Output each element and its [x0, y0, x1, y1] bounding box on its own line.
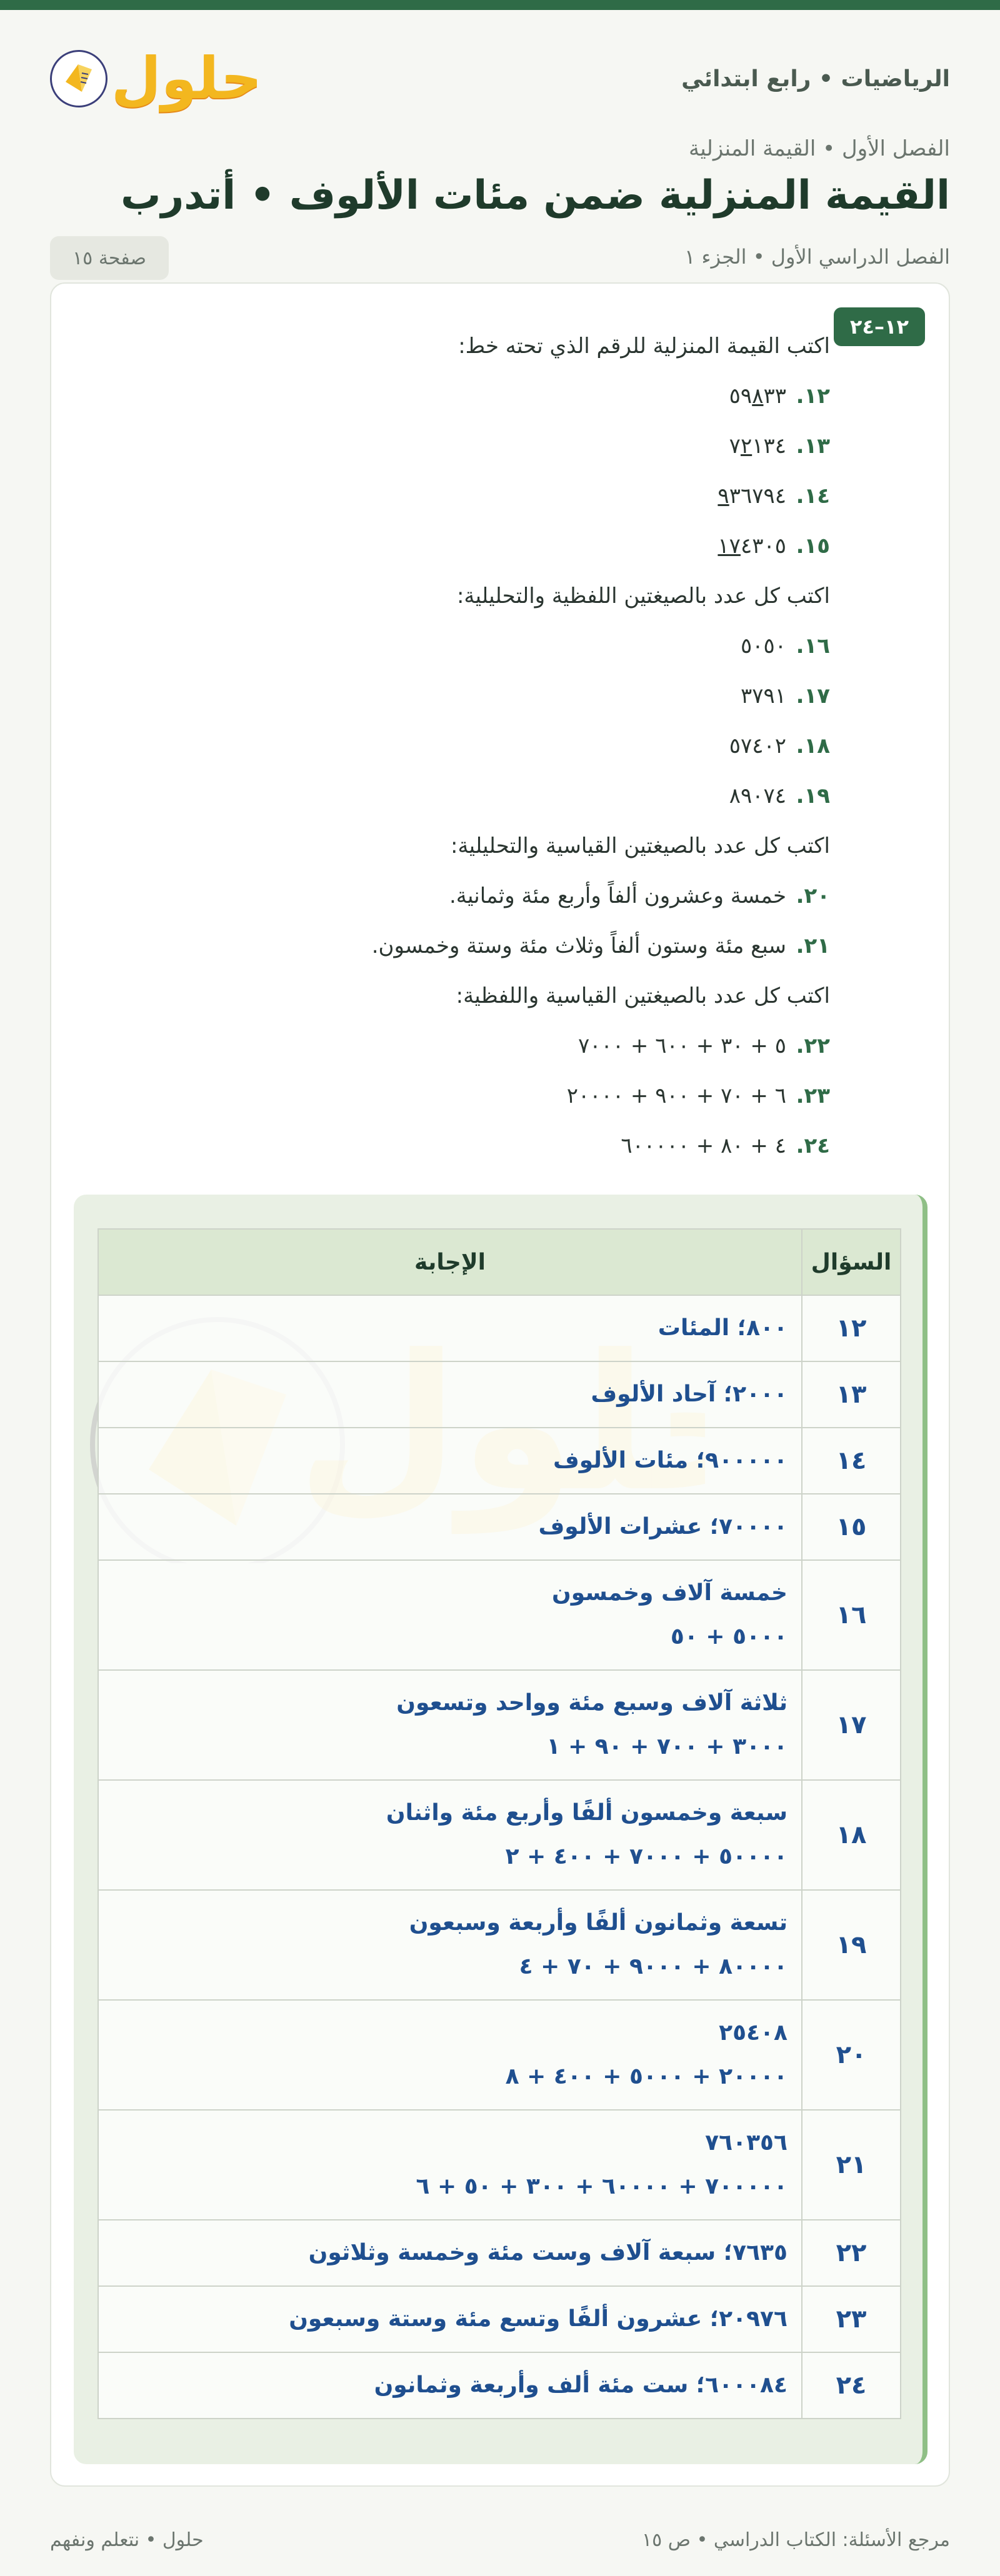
question-text: سبع مئة وستون ألفاً وثلاث مئة وستة وخمسون.: [371, 933, 786, 958]
question-text: ٣٧٩١: [740, 684, 786, 709]
question-cell: ١٨: [802, 1780, 901, 1890]
subject-label: الرياضيات • رابع ابتدائي: [681, 66, 950, 92]
answer-cell: ٦٠٠٠٨٤؛ ست مئة ألف وأربعة وثمانون: [98, 2352, 802, 2419]
source-note: مرجع الأسئلة: الكتاب الدراسي • ص ١٥: [642, 2529, 950, 2551]
question-cell: ٢٣: [802, 2286, 901, 2352]
question-cell: ١٥: [802, 1494, 901, 1560]
question-cell: ٢٠: [802, 2000, 901, 2110]
list-item: [142, 471, 830, 521]
question-number: ٢٣.: [796, 1083, 830, 1108]
question-cell: ٢٢: [802, 2220, 901, 2286]
answer-cell: ٢٠٠٠؛ آحاد الألوف: [98, 1361, 802, 1428]
question-text: ٦ + ٧٠ + ٩٠٠ + ٢٠٠٠٠: [566, 1083, 786, 1108]
question-text: ٥٧٤٠٢: [729, 734, 786, 758]
instruction-text: اكتب القيمة المنزلية للرقم الذي تحته خط:: [458, 334, 830, 359]
page-header: [50, 45, 950, 112]
instruction-text: اكتب كل عدد بالصيغتين القياسية واللفظية:: [456, 983, 830, 1008]
table-row: [98, 2110, 901, 2220]
table-row: [98, 1560, 901, 1670]
table-row: [98, 1670, 901, 1780]
question-number: ٢١.: [796, 933, 830, 958]
answer-cell: ثلاثة آلاف وسبع مئة وواحد وتسعون ٣٠٠٠ + ٧٠٠ + ٩٠ + ١: [98, 1670, 802, 1780]
list-item: [142, 621, 830, 671]
question-text: خمسة وعشرون ألفاً وأربع مئة وثمانية.: [449, 883, 786, 908]
question-cell: ١٤: [802, 1428, 901, 1494]
question-number: ٢٠.: [796, 883, 830, 908]
list-item: [142, 371, 830, 421]
list-item: [142, 921, 830, 971]
table-row: [98, 2220, 901, 2286]
answer-cell: ٢٠٩٧٦؛ عشرون ألفًا وتسع مئة وستة وسبعون: [98, 2286, 802, 2352]
column-header-answer: الإجابة: [98, 1229, 802, 1295]
breadcrumb[interactable]: الفصل الأول • القيمة المنزلية: [689, 136, 950, 161]
exercise-range-badge: ١٢–٢٤: [834, 307, 925, 346]
table-row: [98, 1428, 901, 1494]
answers-panel: [74, 1195, 928, 2464]
question-text: ٥ + ٣٠ + ٦٠٠ + ٧٠٠٠: [578, 1033, 786, 1058]
list-item: [142, 421, 830, 471]
question-number: ١٦.: [796, 634, 830, 659]
instruction-text: اكتب كل عدد بالصيغتين اللفظية والتحليلية:: [456, 584, 830, 609]
question-text: ٧٢١٣٤: [729, 434, 786, 459]
answer-cell: ٨٠٠؛ المئات: [98, 1295, 802, 1361]
question-cell: ٢٤: [802, 2352, 901, 2419]
answer-cell: سبعة وخمسون ألفًا وأربع مئة واثنان ٥٠٠٠٠ + ٧٠٠٠ + ٤٠٠ + ٢: [98, 1780, 802, 1890]
answer-cell: ٢٥٤٠٨ ٢٠٠٠٠ + ٥٠٠٠ + ٤٠٠ + ٨: [98, 2000, 802, 2110]
table-row: [98, 1780, 901, 1890]
table-row: [98, 2286, 901, 2352]
page-title: القيمة المنزلية ضمن مئات الألوف • أتدرب: [121, 172, 950, 219]
book-logo-icon: [50, 50, 108, 107]
question-cell: ٢١: [802, 2110, 901, 2220]
question-number: ١٩.: [796, 783, 830, 808]
answer-cell: خمسة آلاف وخمسون ٥٠٠٠ + ٥٠: [98, 1560, 802, 1670]
logo-wordmark: حلول: [111, 45, 262, 112]
list-item: [142, 671, 830, 721]
list-item: [142, 771, 830, 821]
list-item: [142, 1071, 830, 1121]
term-label: الفصل الدراسي الأول • الجزء ١: [684, 245, 950, 269]
table-row: [98, 1890, 901, 2000]
instruction-text: اكتب كل عدد بالصيغتين القياسية والتحليلية:: [450, 833, 830, 858]
answer-cell: ٧٠٠٠٠؛ عشرات الألوف: [98, 1494, 802, 1560]
question-number: ١٢.: [796, 384, 830, 409]
question-number: ١٤.: [796, 484, 830, 509]
question-text: ١٧٤٣٠٥: [718, 534, 786, 559]
table-row: [98, 1295, 901, 1361]
table-row: [98, 2000, 901, 2110]
question-cell: ١٧: [802, 1670, 901, 1780]
answer-cell: ٧٦٣٥؛ سبعة آلاف وست مئة وخمسة وثلاثون: [98, 2220, 802, 2286]
list-item: [142, 871, 830, 921]
question-text: ٤ + ٨٠ + ٦٠٠٠٠٠: [621, 1133, 786, 1158]
answer-cell: تسعة وثمانون ألفًا وأربعة وسبعون ٨٠٠٠٠ + ٩٠٠٠ + ٧٠ + ٤: [98, 1890, 802, 2000]
site-logo[interactable]: [50, 45, 262, 112]
column-header-question: السؤال: [802, 1229, 901, 1295]
question-cell: ١٩: [802, 1890, 901, 2000]
answers-table: [98, 1228, 901, 2419]
list-item: [142, 521, 830, 571]
top-accent-bar: [0, 0, 1000, 10]
question-number: ٢٢.: [796, 1033, 830, 1058]
page-footer: [50, 2524, 950, 2555]
list-item: [142, 1021, 830, 1071]
table-row: [98, 1361, 901, 1428]
question-number: ١٧.: [796, 684, 830, 709]
question-number: ٢٤.: [796, 1133, 830, 1158]
question-text: ٨٩٠٧٤: [729, 783, 786, 808]
list-item: [142, 1121, 830, 1171]
question-number: ١٣.: [796, 434, 830, 459]
question-text: ٥٩٨٣٣: [729, 384, 786, 409]
question-number: ١٥.: [796, 534, 830, 559]
question-list: [142, 321, 830, 1171]
list-item: [142, 721, 830, 771]
table-row: [98, 1494, 901, 1560]
question-number: ١٨.: [796, 734, 830, 758]
question-cell: ١٣: [802, 1361, 901, 1428]
exercise-card: [50, 282, 950, 2487]
footer-brand[interactable]: حلول • نتعلم ونفهم: [50, 2529, 204, 2551]
question-cell: ١٢: [802, 1295, 901, 1361]
table-row: [98, 2352, 901, 2419]
answer-cell: ٩٠٠٠٠٠؛ مئات الألوف: [98, 1428, 802, 1494]
question-cell: ١٦: [802, 1560, 901, 1670]
question-text: ٥٠٥٠: [740, 634, 786, 659]
page-number-badge: صفحة ١٥: [50, 236, 169, 280]
question-text: ٩٣٦٧٩٤: [718, 484, 786, 509]
answer-cell: ٧٦٠٣٥٦ ٧٠٠٠٠٠ + ٦٠٠٠٠ + ٣٠٠ + ٥٠ + ٦: [98, 2110, 802, 2220]
